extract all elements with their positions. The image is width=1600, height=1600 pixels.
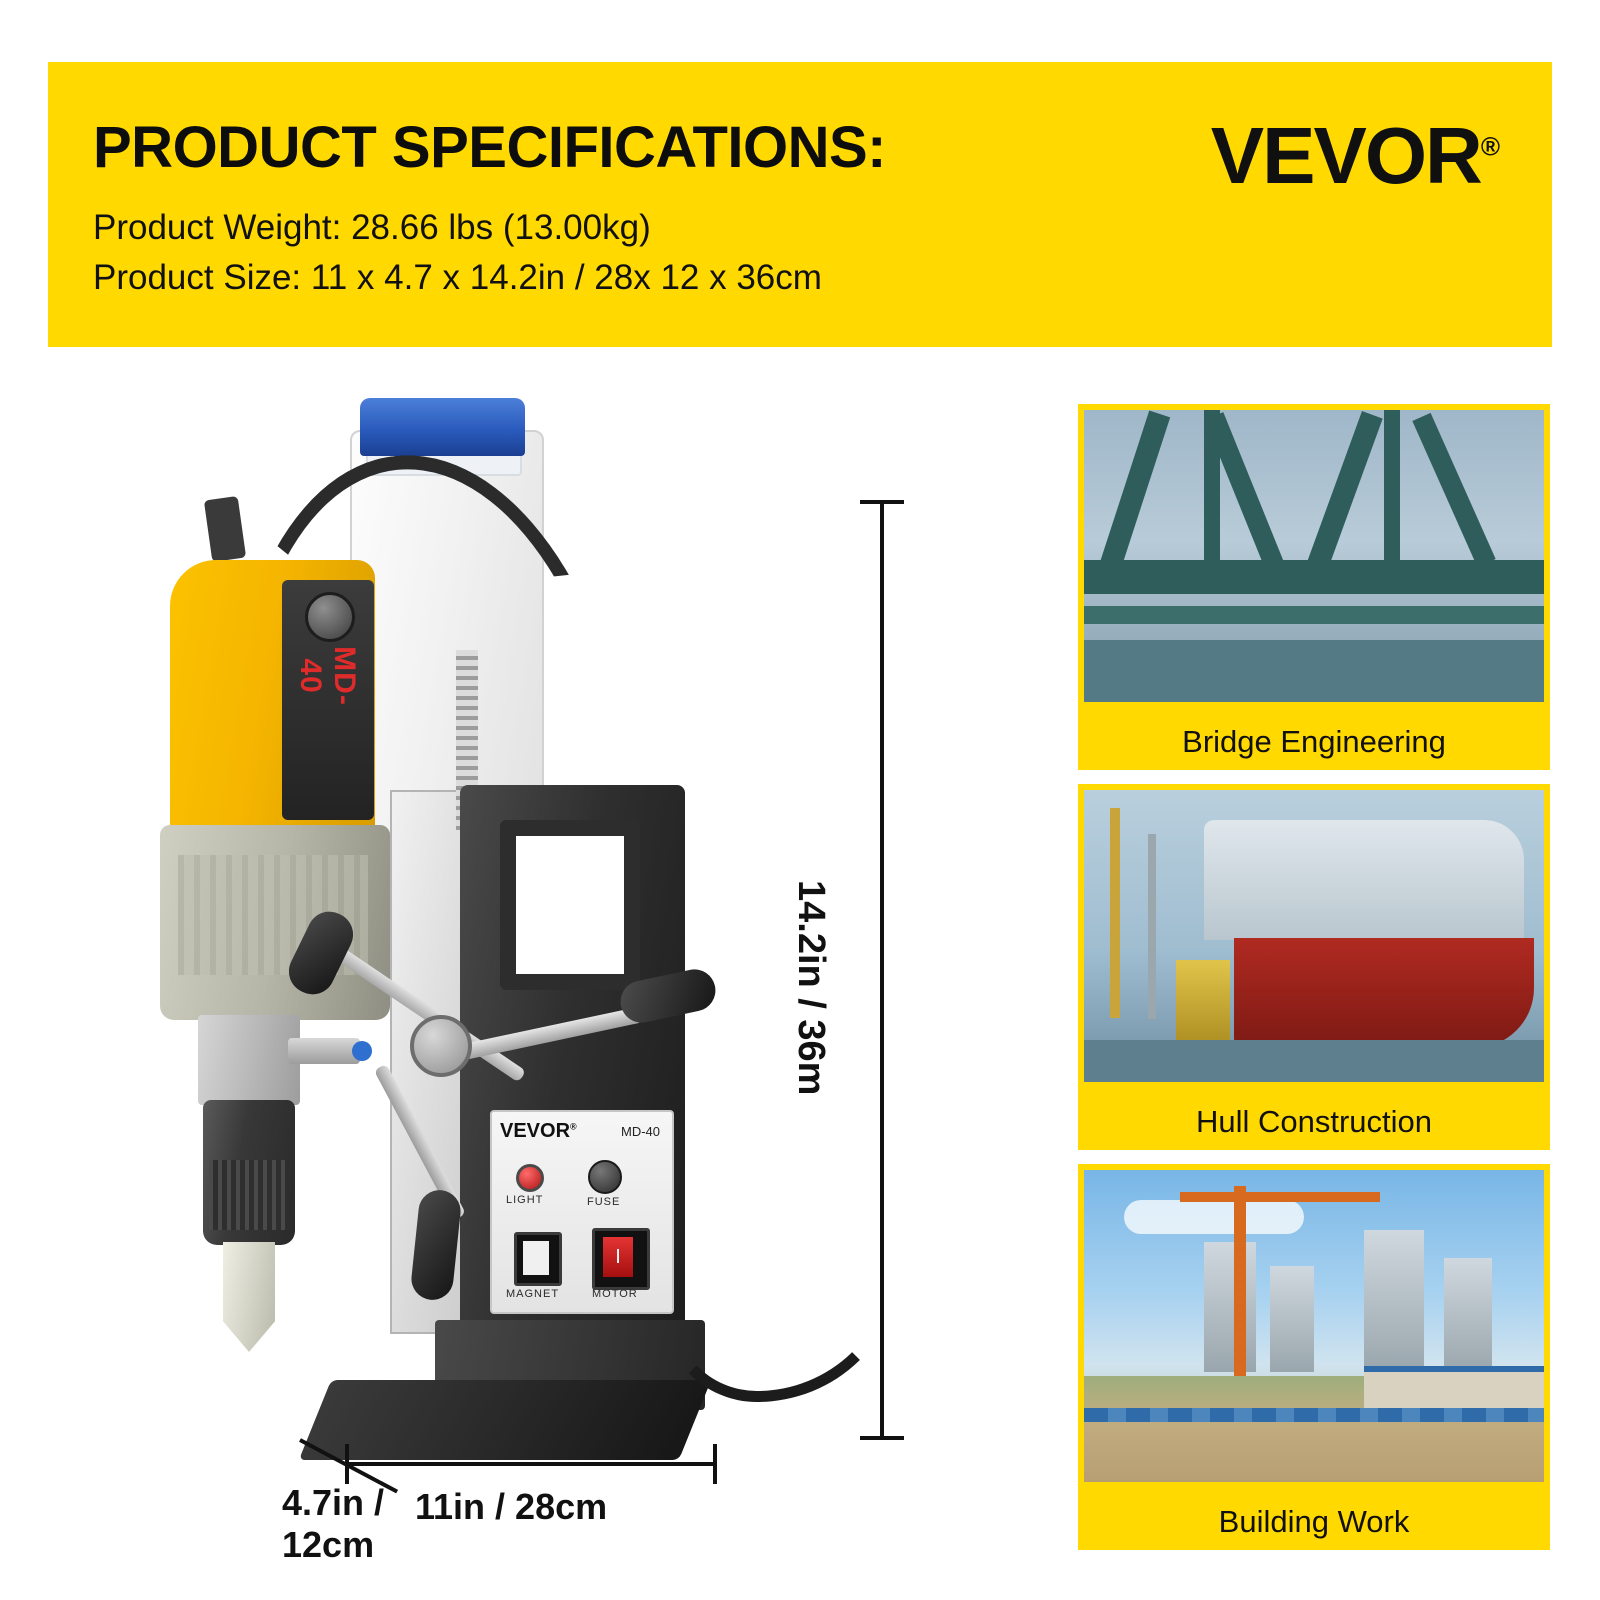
casting-window: [500, 820, 640, 990]
spindle: [198, 1015, 300, 1105]
coolant-fitting: [288, 1038, 360, 1064]
motor-switch[interactable]: [592, 1228, 650, 1290]
width-dimension-cap-right: [713, 1444, 717, 1484]
application-card-building: [1078, 1164, 1550, 1550]
drill-bit: [223, 1242, 275, 1352]
fuse-cap: [588, 1160, 622, 1194]
magnet-switch[interactable]: [514, 1232, 562, 1286]
building-photo: [1084, 1170, 1544, 1482]
light-caption: LIGHT: [506, 1194, 544, 1206]
height-dimension-label: 14.2in / 36m: [790, 880, 832, 1096]
drill-chuck: [203, 1100, 295, 1245]
application-caption-building: Building Work: [1218, 1504, 1410, 1539]
registered-trademark-icon: ®: [1480, 131, 1500, 162]
height-dimension-cap-bottom: [860, 1436, 904, 1440]
width-dimension-line: [345, 1462, 717, 1466]
coolant-hose-tip: [204, 496, 246, 562]
depth-dimension-label-line1: 4.7in /: [282, 1482, 385, 1523]
depth-dimension-label-line2: 12cm: [282, 1524, 375, 1565]
control-panel-brand: [500, 1120, 577, 1143]
application-card-bridge: [1078, 404, 1550, 770]
magnet-caption: MAGNET: [506, 1288, 560, 1300]
motor-gearbox-housing: [160, 825, 390, 1020]
hull-photo: [1084, 790, 1544, 1082]
application-card-hull: [1078, 784, 1550, 1150]
control-panel-model: MD-40: [620, 1124, 660, 1139]
control-panel: [490, 1110, 674, 1314]
application-caption-hull: Hull Construction: [1195, 1104, 1433, 1139]
page-title: PRODUCT SPECIFICATIONS:: [93, 115, 886, 180]
motor-caption: MOTOR: [592, 1288, 638, 1300]
width-dimension-label: 11in / 28cm: [415, 1486, 608, 1527]
control-panel-brand-text: VEVOR: [500, 1120, 571, 1142]
coolant-bottle-cap: [360, 398, 525, 456]
spec-size: Product Size: 11 x 4.7 x 14.2in / 28x 12 x 36cm: [93, 258, 822, 297]
power-indicator-light: [516, 1164, 544, 1192]
power-cord: [660, 1260, 902, 1402]
application-caption-bridge: Bridge Engineering: [1182, 724, 1446, 759]
control-panel-registered-icon: ®: [570, 1121, 577, 1132]
brand-logo: [1211, 110, 1500, 202]
bridge-photo: [1084, 410, 1544, 702]
feed-handle-hub: [410, 1015, 472, 1077]
brand-logo-text: VEVOR: [1210, 111, 1481, 200]
spec-weight: Product Weight: 28.66 lbs (13.00kg): [93, 208, 651, 247]
height-dimension-line: [880, 500, 884, 1440]
model-badge: MD-40: [294, 646, 361, 706]
fuse-caption: FUSE: [587, 1196, 621, 1208]
magnetic-base-foot: [299, 1380, 711, 1460]
specifications-banner: [48, 62, 1552, 347]
